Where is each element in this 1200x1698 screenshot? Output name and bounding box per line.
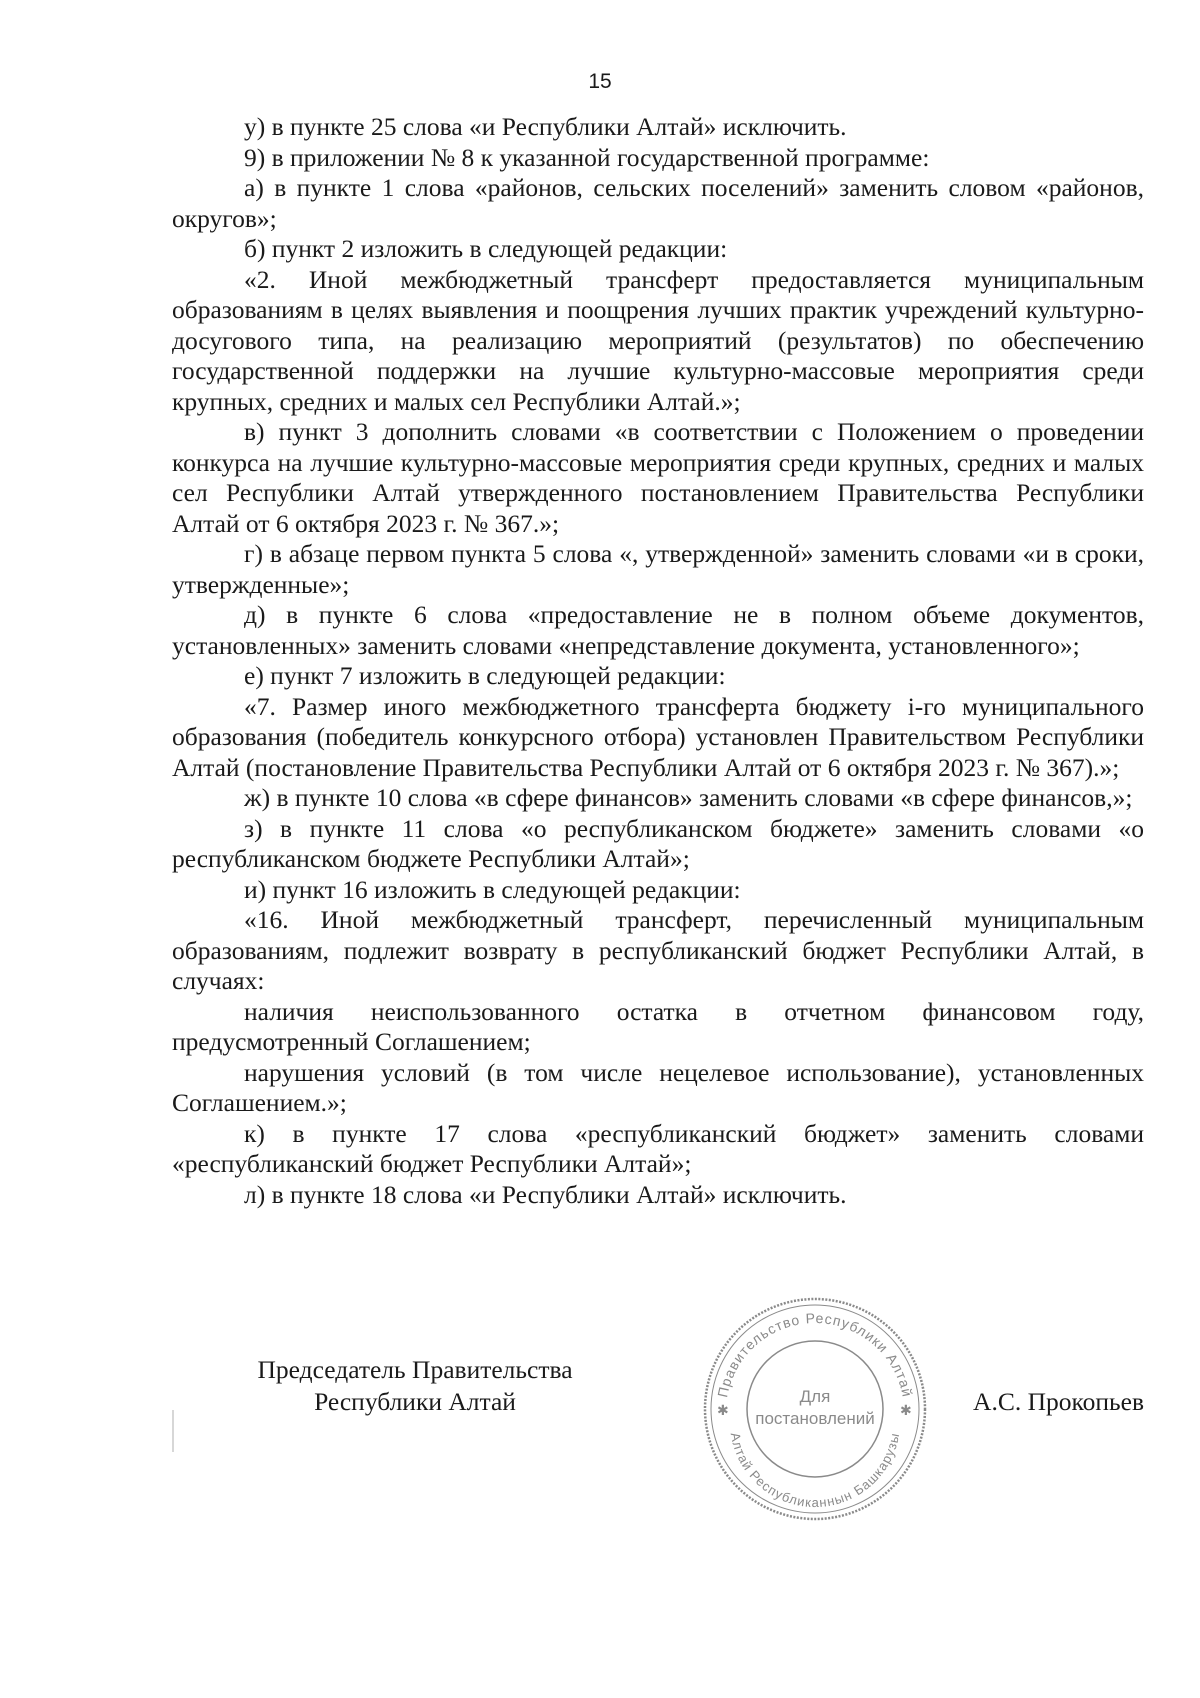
- page-number: 15: [588, 70, 612, 93]
- paragraph: у) в пункте 25 слова «и Республики Алтай» исключить.: [244, 112, 847, 141]
- seal-bottom-text: Алтай Республиканнын Башкарузы: [727, 1431, 903, 1511]
- paragraph: а) в пункте 1 слова «районов, сельских поселений» заменить словом «районов, округов»;: [172, 173, 1144, 233]
- signatory-name: А.С. Прокопьев: [973, 1387, 1144, 1416]
- paragraph: з) в пункте 11 слова «о республиканском бюджете» заменить словами «о республиканском бюджете Республики Алтай»;: [172, 813, 1144, 873]
- paragraph: «16. Иной межбюджетный трансферт, перечисленный муниципальным образованиям, подлежит возврату в республиканский бюджет Республики Алтай, в случаях:: [172, 905, 1144, 995]
- seal-star-icon: ✱: [900, 1404, 912, 1419]
- official-seal: [700, 1294, 930, 1524]
- paragraph: и) пункт 16 изложить в следующей редакции:: [244, 874, 741, 904]
- paragraph: д) в пункте 6 слова «предоставление не в полном объеме документов, установленных» заменить словами «непредставление документа, установленного»;: [172, 600, 1144, 660]
- seal-star-icon: ✱: [717, 1404, 729, 1419]
- seal-outer-text: Правительство Республики Алтай: [714, 1309, 916, 1399]
- paragraph: нарушения условий (в том числе нецелевое использование), установленных Соглашением.»;: [172, 1057, 1144, 1117]
- paragraph: г) в абзаце первом пункта 5 слова «, утвержденной» заменить словами «и в сроки, утвержденные»;: [172, 539, 1144, 599]
- seal-center-line: постановлений: [755, 1409, 875, 1428]
- paragraph: л) в пункте 18 слова «и Республики Алтай» исключить.: [244, 1179, 847, 1209]
- paragraph: к) в пункте 17 слова «республиканский бюджет» заменить словами «республиканский бюджет Республики Алтай»;: [172, 1118, 1144, 1178]
- paragraph: в) пункт 3 дополнить словами «в соответствии с Положением о проведении конкурса на лучшие культурно-массовые мероприятия среди крупных, средних и малых сел Республики Алтай утвержденного постановлением Правительства Республики Алтай от 6 октября 2023 г. № 367.»;: [172, 417, 1144, 538]
- paragraph: «2. Иной межбюджетный трансферт предоставляется муниципальным образованиям в целях выявления и поощрения лучших практик учреждений культурно-досугового типа, на реализацию мероприятий (результатов) по обеспечению государственной поддержки на лучшие культурно-массовые мероприятия среди крупных, средних и малых сел Республики Алтай.»;: [172, 264, 1144, 416]
- signatory-title-line: Председатель Правительства: [257, 1355, 573, 1384]
- seal-center-line: Для: [799, 1387, 831, 1406]
- paragraph: ж) в пункте 10 слова «в сфере финансов» заменить словами «в сфере финансов,»;: [244, 783, 1133, 812]
- paragraph: е) пункт 7 изложить в следующей редакции:: [244, 661, 726, 690]
- paragraph: б) пункт 2 изложить в следующей редакции:: [244, 234, 728, 263]
- signature-block: [0, 1309, 1200, 1594]
- paragraph: «7. Размер иного межбюджетного трансферта бюджету i-го муниципального образования (победитель конкурсного отбора) установлен Правительством Республики Алтай (постановление Правительства Республики Алтай от 6 октября 2023 г. № 367).»;: [172, 691, 1144, 782]
- svg-text:Алтай Республиканнын Башкарузы: [728, 1431, 903, 1510]
- paragraph: наличия неиспользованного остатка в отчетном финансовом году, предусмотренный Соглашением;: [172, 996, 1144, 1056]
- document-body: [172, 112, 1144, 1210]
- paragraph: 9) в приложении № 8 к указанной государственной программе:: [244, 142, 930, 172]
- signatory-title: [230, 1354, 600, 1418]
- signatory-title-line: Республики Алтай: [314, 1387, 516, 1416]
